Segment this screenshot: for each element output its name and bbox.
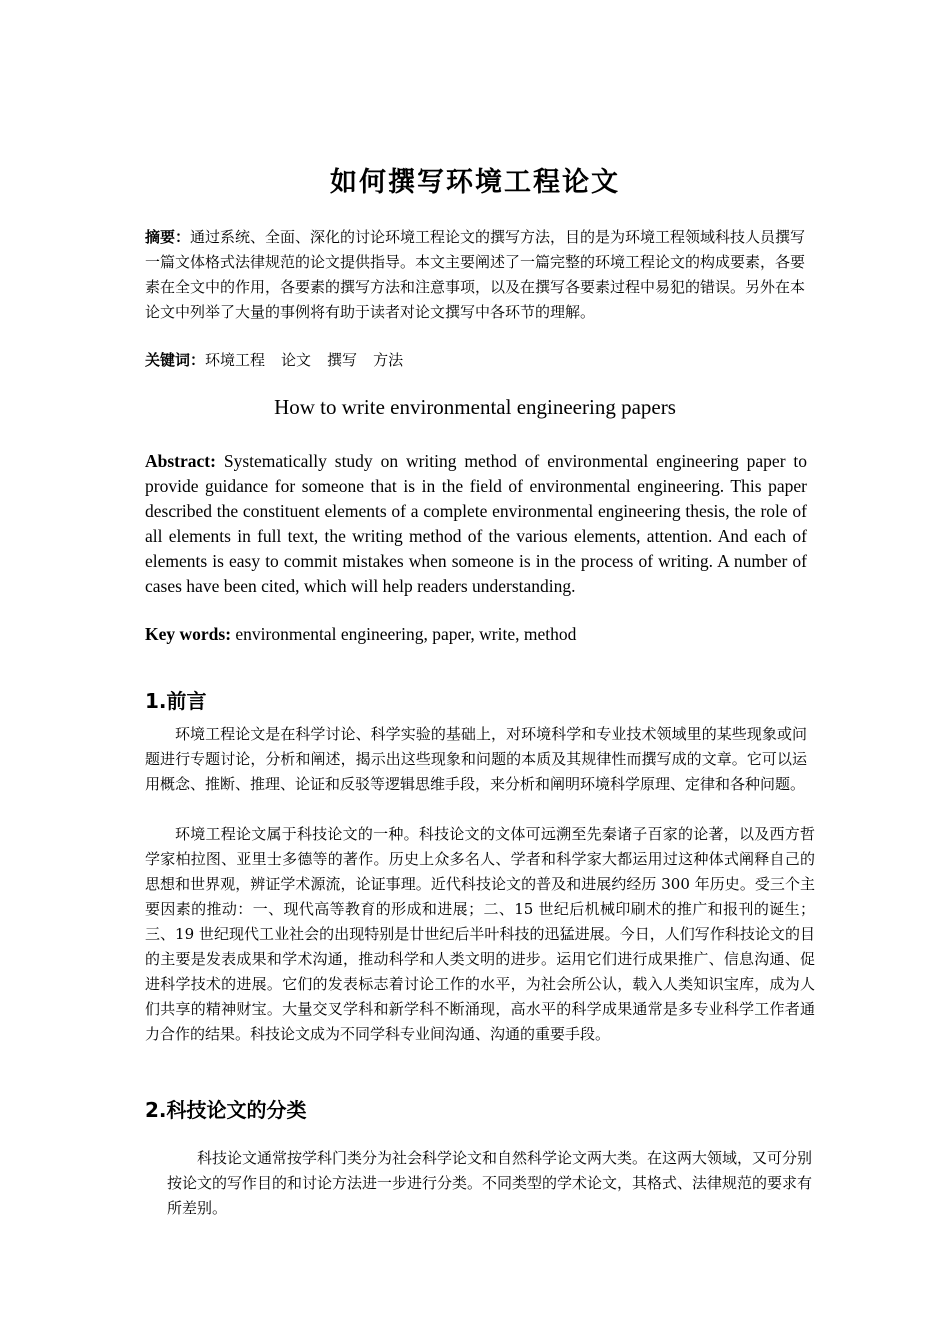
keywords-cn-label: 关键词：: [145, 351, 206, 369]
section1-paragraph-2: 环境工程论文属于科技论文的一种。科技论文的文体可远溯至先秦诸子百家的论著，以及西方哲学家柏拉图、亚里士多德等的著作。历史上众多名人、学者和科学家大都运用过这种体式阐释自己的思想和世界观，辨证学术源流，论证事理。近代科技论文的普及和进展约经历 300 年历史。受三个主要因素的推动：一、现代高等教育的形成和进展；二、15 世纪后机械印刷术的推广和报刊的诞生；三、19 世纪现代工业社会的出现特别是廿世纪后半叶科技的迅猛进展。今日，人们写作科技论文的目的主要是发表成果和学术沟通，推动科学和人类文明的进步。运用它们进行成果推广、信息沟通、促进科学技术的进展。它们的发表标志着讨论工作的水平，为社会所公认，载入人类知识宝库，成为人们共享的精神财宝。大量交叉学科和新学科不断涌现，高水平的科学成果通常是多专业科学工作者通力合作的结果。科技论文成为不同学科专业间沟通、沟通的重要手段。: [145, 825, 815, 1043]
keywords-en: [145, 622, 807, 647]
abstract-cn-label: 摘要：: [145, 228, 191, 246]
keyword-cn: 环境工程: [205, 351, 266, 369]
abstract-cn: [145, 225, 807, 325]
abstract-cn-text: 通过系统、全面、深化的讨论环境工程论文的撰写方法，目的是为环境工程领域科技人员撰写一篇文体格式法律规范的论文提供指导。本文主要阐述了一篇完整的环境工程论文的构成要素，各要素在全文中的作用，各要素的撰写方法和注意事项，以及在撰写各要素过程中易犯的错误。另外在本论文中列举了大量的事例将有助于读者对论文撰写中各环节的理解。: [145, 228, 806, 321]
section2-paragraph-1: 科技论文通常按学科门类分为社会科学论文和自然科学论文两大类。在这两大领域，又可分别按论文的写作目的和讨论方法进一步进行分类。不同类型的学术论文，其格式、法律规范的要求有所差别。: [167, 1149, 813, 1217]
keyword-cn: 方法: [373, 351, 404, 369]
keyword-cn: 撰写: [327, 351, 358, 369]
section-heading-2: 2.科技论文的分类: [145, 1098, 307, 1122]
keywords-en-text: environmental engineering, paper, write, method: [235, 624, 577, 644]
keyword-cn: 论文: [281, 351, 312, 369]
keywords-en-label: Key words:: [145, 624, 232, 644]
section1-paragraph-1: 环境工程论文是在科学讨论、科学实验的基础上，对环境科学和专业技术领域里的某些现象或问题进行专题讨论，分析和阐述，揭示出这些现象和问题的本质及其规律性而撰写成的文章。它可以运用概念、推断、推理、论证和反驳等逻辑思维手段，来分析和阐明环境科学原理、定律和各种问题。: [145, 725, 807, 793]
english-title: How to write environmental engineering papers: [274, 395, 676, 419]
section-heading-1: 1.前言: [145, 689, 207, 713]
keywords-cn: [145, 348, 807, 373]
document-title: 如何撰写环境工程论文: [330, 167, 620, 198]
abstract-en-text: Systematically study on writing method of environmental engineering paper to provide guidance for someone that is in the field of environmental engineering. This paper described the constituent elements of a complete environmental engineering thesis, the role of all elements in full text, the writing method of the various elements, attention. And each of elements is easy to commit mistakes when someone is in the process of writing. A number of cases have been cited, which will help readers understanding.: [145, 451, 808, 596]
abstract-en: [145, 449, 807, 599]
abstract-en-label: Abstract:: [145, 451, 216, 471]
